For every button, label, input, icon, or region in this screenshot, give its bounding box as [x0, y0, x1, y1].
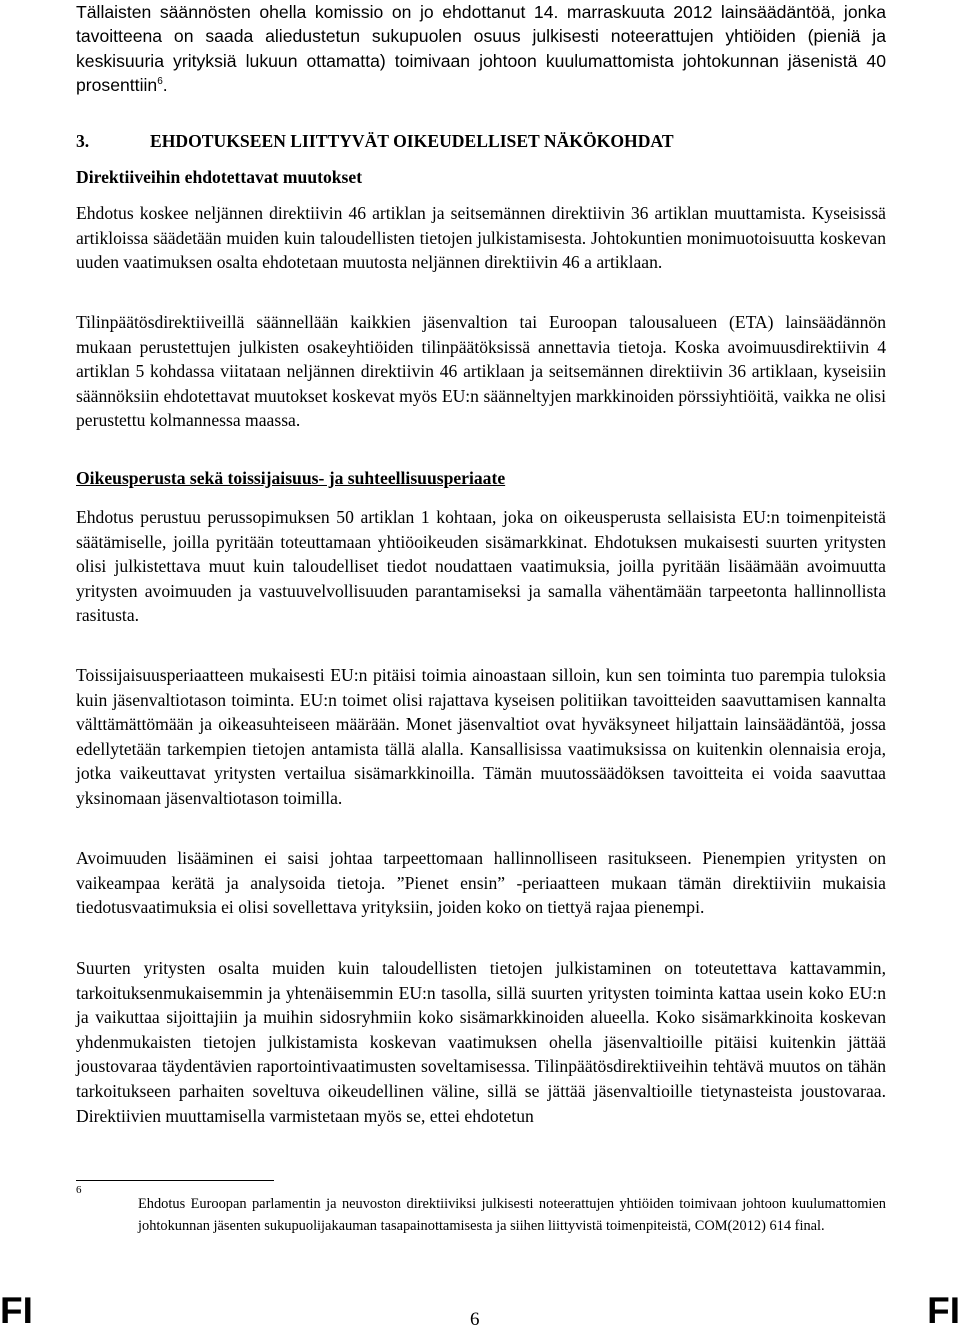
section-heading	[76, 131, 886, 152]
footnote	[76, 1184, 886, 1237]
footnote-reference[interactable]: 6	[157, 76, 163, 88]
page-number: 6	[470, 1309, 480, 1330]
subsection-paragraph: Suurten yritysten osalta muiden kuin taloudellisten tietojen julkistaminen on toteutettava kattavammin, tarkoituksenmukaisemmin ja yhtenäisemmin EU:n tasolla, sillä suurten yritysten toiminta kattaa usein koko EU:n ja vaikuttaa sijoittajiin ja muihin sidosryhmiin koko sisämarkkinoiden alueella. Koko sisämarkkinoita koskevan yhdenmukaisten tietojen julkistamista koskevan vaatimuksen ohella jäsenvaltioille pitäisi kuitenkin jättää joustovaraa täydentävien raportointivaatimusten soveltamisessa. Tilinpäätösdirektiiveihin tehtävä muutos on tähän tarkoitukseen parhaiten soveltuva oikeudellinen väline, sillä se jättää jäsenvaltioille tietynasteista joustovaraa. Direktiivien muuttamisella varmistetaan myös se, ettei ehdotetun	[76, 958, 886, 1126]
intro-paragraph	[76, 0, 886, 97]
subsection-paragraph: Toissijaisuusperiaatteen mukaisesti EU:n pitäisi toimia ainoastaan silloin, kun sen toiminta tuo parempia tuloksia kuin jäsenvaltiotason toiminta. EU:n toimet olisi rajattava kyseisen politiikan tavoitteiden saavuttamisen kannalta välttämättömään ja oikeasuhteiseen määrään. Monet jäsenvaltiot ovat hyväksyneet hiljattain lainsäädäntöä, jossa edellytetään tarkempien tietojen antamista tällä alalla. Kansallisissa vaatimuksissa on kuitenkin olennaisia eroja, jotka vaikeuttavat yritysten vertailua sisämarkkinoilla. Tämän muutossäädöksen tavoitteita ei voida saavuttaa yksinomaan jäsenvaltiotason toimilla.	[76, 665, 886, 808]
section-paragraph: Ehdotus koskee neljännen direktiivin 46 artiklan ja seitsemännen direktiivin 36 artiklan muuttamista. Kyseisissä artikloissa säädetään muiden kuin taloudellisten tietojen julkistamisesta. Johtokuntien monimuotoisuutta koskevan uuden vaatimuksen osalta ehdotetaan muutosta neljännen direktiivin 46 a artiklaan.	[76, 203, 886, 273]
section-paragraph-2-block	[76, 310, 886, 433]
intro-text: Tällaisten säännösten ohella komissio on jo ehdottanut 14. marraskuuta 2012 lainsäädäntöä, jonka tavoitteena on saada aliedustetun sukupuolen osuus julkisesti noteerattujen yhtiöiden (pieniä ja keskisuuria yrityksiä lukuun ottamatta) toimivaan johtoon kuulumattomista johtokunnan jäsenistä 40 prosenttiin	[76, 2, 886, 95]
subsection-paragraph: Ehdotus perustuu perussopimuksen 50 artiklan 1 kohtaan, joka on oikeusperusta sellaisista EU:n toimenpiteistä säätämiselle, joilla pyritään toteuttamaan yhtiöoikeuden sisämarkkinat. Ehdotuksen mukaisesti suurten yritysten olisi julkistettava muut kuin taloudelliset tiedot noudattaen vaatimuksia, joilla pyritään lisäämään avoimuutta yritysten avoimuuden ja vastuuvelvollisuuden parantamiseksi ja samalla vähentämään tarpeetonta hallinnollista rasitusta.	[76, 507, 886, 626]
section-paragraph-1-block	[76, 201, 886, 275]
subsection-paragraph-3-block	[76, 846, 886, 920]
language-code-left: FI	[0, 1290, 33, 1331]
language-code-right: FI	[927, 1290, 960, 1331]
subsection-paragraph: Avoimuuden lisääminen ei saisi johtaa tarpeettomaan hallinnolliseen rasitukseen. Pienempien yritysten on vaikeampaa kerätä ja analysoida tietoja. ”Pienet ensin” -periaatteen mukaan tämän direktiiviin mukaisia tiedotusvaatimuksia ei olisi sovellettava yrityksiin, joiden koko on tiettyä rajaa pienempi.	[76, 848, 886, 918]
footnote-text: Ehdotus Euroopan parlamentin ja neuvoston direktiiviksi julkisesti noteerattujen yhtiöiden toimivaan johtoon kuulumattomien johtokunnan jäsenten sukupuolijakauman tasapainottamisesta ja siihen liittyvistä toimenpiteistä, COM(2012) 614 final.	[138, 1196, 886, 1234]
section-subtitle: Direktiiveihin ehdotettavat muutokset	[76, 167, 363, 187]
intro-tail: .	[162, 74, 168, 95]
subsection-title: Oikeusperusta sekä toissijaisuus- ja suhteellisuusperiaate	[76, 468, 506, 488]
footnote-number: 6	[76, 1184, 82, 1196]
subsection-paragraph-4-block	[76, 956, 886, 1128]
section-paragraph: Tilinpäätösdirektiiveillä säännellään kaikkien jäsenvaltion tai Euroopan talousalueen (ETA) lainsäädännön mukaan perustettujen julkisten osakeyhtiöiden tilinpäätöksissä annettavia tietoja. Koska avoimuusdirektiivin 4 artiklan 5 kohdassa viitataan neljännen direktiivin 46 artiklaan ja seitsemännen direktiivin 36 artiklaan, kyseisiin säännöksiin ehdotettavat muutokset koskevat myös EU:n säänneltyjen markkinoiden pörssiyhtiöitä, vaikka ne olisi perustettu kolmannessa maassa.	[76, 312, 886, 431]
subsection-paragraph-2-block	[76, 663, 886, 811]
intro-block	[76, 0, 886, 97]
section-title: EHDOTUKSEEN LIITTYVÄT OIKEUDELLISET NÄKÖKOHDAT	[150, 131, 674, 151]
footnote-separator	[76, 1180, 274, 1181]
subsection-paragraph-1-block	[76, 505, 886, 628]
section-number: 3.	[76, 131, 90, 151]
